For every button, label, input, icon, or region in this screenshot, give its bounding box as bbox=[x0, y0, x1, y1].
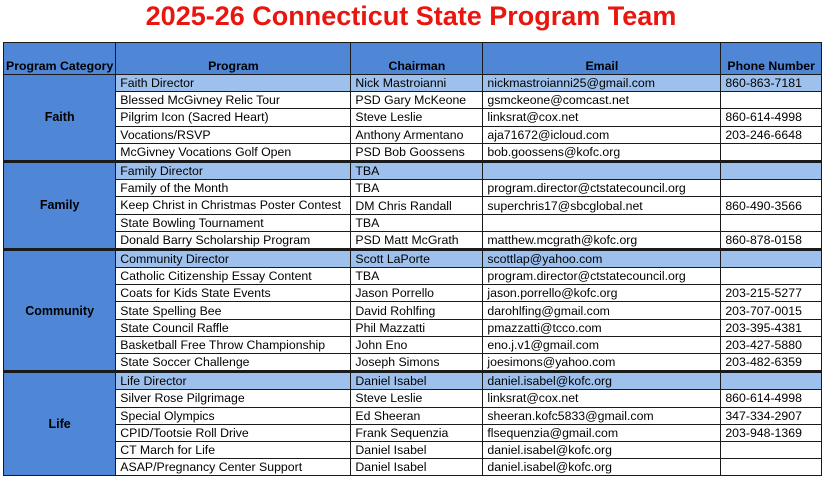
page-title: 2025-26 Connecticut State Program Team bbox=[145, 1, 677, 31]
phone-cell: 203-948-1369 bbox=[721, 424, 822, 441]
email-cell: matthew.mcgrath@kofc.org bbox=[483, 231, 721, 249]
email-cell: aja71672@icloud.com bbox=[483, 126, 721, 143]
phone-cell: 860-878-0158 bbox=[721, 231, 822, 249]
chairman-cell: Frank Sequenzia bbox=[351, 424, 483, 441]
email-cell: program.director@ctstatecouncil.org bbox=[483, 180, 721, 197]
program-cell: Family of the Month bbox=[116, 180, 351, 197]
director-row bbox=[4, 372, 822, 390]
program-cell: State Spelling Bee bbox=[116, 302, 351, 319]
table-row bbox=[4, 354, 822, 372]
chairman-cell: TBA bbox=[351, 161, 483, 179]
email-cell bbox=[483, 214, 721, 231]
phone-cell: 860-614-4998 bbox=[721, 109, 822, 126]
chairman-cell: PSD Matt McGrath bbox=[351, 231, 483, 249]
program-cell: Faith Director bbox=[116, 75, 351, 92]
table-row bbox=[4, 407, 822, 424]
program-cell: Keep Christ in Christmas Poster Contest bbox=[116, 197, 351, 214]
category-cell: Community bbox=[4, 249, 116, 371]
program-cell: Catholic Citizenship Essay Content bbox=[116, 268, 351, 285]
table-row bbox=[4, 390, 822, 407]
email-cell: eno.j.v1@gmail.com bbox=[483, 336, 721, 353]
chairman-cell: Jason Porrello bbox=[351, 285, 483, 302]
table-body bbox=[4, 75, 822, 476]
chairman-cell: John Eno bbox=[351, 336, 483, 353]
chairman-cell: Daniel Isabel bbox=[351, 441, 483, 458]
chairman-cell: Anthony Armentano bbox=[351, 126, 483, 143]
table-row bbox=[4, 268, 822, 285]
program-cell: Life Director bbox=[116, 372, 351, 390]
phone-cell bbox=[721, 180, 822, 197]
program-cell: McGivney Vocations Golf Open bbox=[116, 143, 351, 161]
table-row bbox=[4, 459, 822, 476]
table-row bbox=[4, 197, 822, 214]
program-cell: Vocations/RSVP bbox=[116, 126, 351, 143]
email-cell: linksrat@cox.net bbox=[483, 109, 721, 126]
chairman-cell: Daniel Isabel bbox=[351, 372, 483, 390]
program-cell: CPID/Tootsie Roll Drive bbox=[116, 424, 351, 441]
table-row bbox=[4, 424, 822, 441]
header-program: Program bbox=[116, 43, 351, 75]
table-row bbox=[4, 285, 822, 302]
phone-cell: 860-490-3566 bbox=[721, 197, 822, 214]
phone-cell: 347-334-2907 bbox=[721, 407, 822, 424]
chairman-cell: DM Chris Randall bbox=[351, 197, 483, 214]
director-row bbox=[4, 75, 822, 92]
phone-cell: 203-215-5277 bbox=[721, 285, 822, 302]
phone-cell: 203-427-5880 bbox=[721, 336, 822, 353]
table-row bbox=[4, 336, 822, 353]
phone-cell: 203-707-0015 bbox=[721, 302, 822, 319]
program-cell: Silver Rose Pilgrimage bbox=[116, 390, 351, 407]
phone-cell bbox=[721, 92, 822, 109]
chairman-cell: TBA bbox=[351, 214, 483, 231]
table-row bbox=[4, 319, 822, 336]
program-cell: CT March for Life bbox=[116, 441, 351, 458]
email-cell: gsmckeone@comcast.net bbox=[483, 92, 721, 109]
program-cell: State Soccer Challenge bbox=[116, 354, 351, 372]
email-cell: sheeran.kofc5833@gmail.com bbox=[483, 407, 721, 424]
chairman-cell: PSD Gary McKeone bbox=[351, 92, 483, 109]
chairman-cell: Scott LaPorte bbox=[351, 249, 483, 267]
chairman-cell: Phil Mazzatti bbox=[351, 319, 483, 336]
chairman-cell: Steve Leslie bbox=[351, 109, 483, 126]
program-cell: Community Director bbox=[116, 249, 351, 267]
email-cell: joesimons@yahoo.com bbox=[483, 354, 721, 372]
email-cell: bob.goossens@kofc.org bbox=[483, 143, 721, 161]
phone-cell: 203-482-6359 bbox=[721, 354, 822, 372]
table-row bbox=[4, 143, 822, 161]
category-cell: Life bbox=[4, 372, 116, 476]
table-header-row bbox=[4, 43, 822, 75]
table-row bbox=[4, 126, 822, 143]
chairman-cell: David Rohlfing bbox=[351, 302, 483, 319]
chairman-cell: Daniel Isabel bbox=[351, 459, 483, 476]
phone-cell: 860-863-7181 bbox=[721, 75, 822, 92]
director-row bbox=[4, 249, 822, 267]
chairman-cell: TBA bbox=[351, 180, 483, 197]
email-cell: linksrat@cox.net bbox=[483, 390, 721, 407]
header-chairman: Chairman bbox=[351, 43, 483, 75]
email-cell: daniel.isabel@kofc.org bbox=[483, 372, 721, 390]
phone-cell bbox=[721, 249, 822, 267]
email-cell: darohlfing@gmail.com bbox=[483, 302, 721, 319]
email-cell: nickmastroianni25@gmail.com bbox=[483, 75, 721, 92]
program-cell: Family Director bbox=[116, 161, 351, 179]
program-team-table bbox=[3, 42, 822, 476]
phone-cell bbox=[721, 459, 822, 476]
email-cell: scottlap@yahoo.com bbox=[483, 249, 721, 267]
category-cell: Faith bbox=[4, 75, 116, 162]
email-cell: pmazzatti@tcco.com bbox=[483, 319, 721, 336]
phone-cell bbox=[721, 372, 822, 390]
phone-cell bbox=[721, 268, 822, 285]
table-row bbox=[4, 109, 822, 126]
table-row bbox=[4, 302, 822, 319]
email-cell bbox=[483, 161, 721, 179]
chairman-cell: PSD Bob Goossens bbox=[351, 143, 483, 161]
chairman-cell: TBA bbox=[351, 268, 483, 285]
email-cell: daniel.isabel@kofc.org bbox=[483, 459, 721, 476]
chairman-cell: Joseph Simons bbox=[351, 354, 483, 372]
header-phone: Phone Number bbox=[721, 43, 822, 75]
program-cell: State Bowling Tournament bbox=[116, 214, 351, 231]
chairman-cell: Nick Mastroianni bbox=[351, 75, 483, 92]
table-row bbox=[4, 231, 822, 249]
director-row bbox=[4, 161, 822, 179]
email-cell: daniel.isabel@kofc.org bbox=[483, 441, 721, 458]
phone-cell bbox=[721, 441, 822, 458]
phone-cell: 203-395-4381 bbox=[721, 319, 822, 336]
program-cell: Coats for Kids State Events bbox=[116, 285, 351, 302]
email-cell: flsequenzia@gmail.com bbox=[483, 424, 721, 441]
phone-cell bbox=[721, 143, 822, 161]
email-cell: jason.porrello@kofc.org bbox=[483, 285, 721, 302]
category-cell: Family bbox=[4, 161, 116, 249]
email-cell: superchris17@sbcglobal.net bbox=[483, 197, 721, 214]
program-cell: Donald Barry Scholarship Program bbox=[116, 231, 351, 249]
phone-cell bbox=[721, 161, 822, 179]
table-row bbox=[4, 92, 822, 109]
email-cell: program.director@ctstatecouncil.org bbox=[483, 268, 721, 285]
header-email: Email bbox=[483, 43, 721, 75]
program-cell: Special Olympics bbox=[116, 407, 351, 424]
table-row bbox=[4, 441, 822, 458]
program-cell: ASAP/Pregnancy Center Support bbox=[116, 459, 351, 476]
program-cell: Basketball Free Throw Championship bbox=[116, 336, 351, 353]
table-row bbox=[4, 214, 822, 231]
program-cell: Blessed McGivney Relic Tour bbox=[116, 92, 351, 109]
phone-cell bbox=[721, 214, 822, 231]
header-category: Program Category bbox=[4, 43, 116, 75]
program-cell: State Council Raffle bbox=[116, 319, 351, 336]
phone-cell: 860-614-4998 bbox=[721, 390, 822, 407]
chairman-cell: Steve Leslie bbox=[351, 390, 483, 407]
phone-cell: 203-246-6648 bbox=[721, 126, 822, 143]
program-cell: Pilgrim Icon (Sacred Heart) bbox=[116, 109, 351, 126]
table-row bbox=[4, 180, 822, 197]
chairman-cell: Ed Sheeran bbox=[351, 407, 483, 424]
